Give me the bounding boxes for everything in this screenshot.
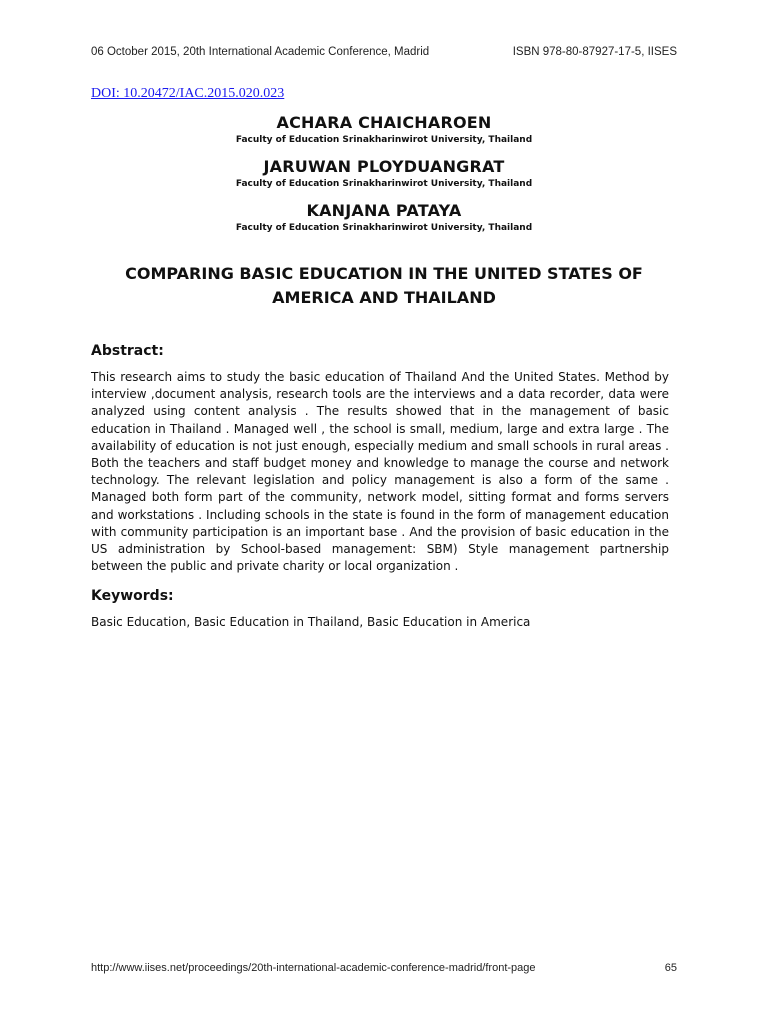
title-line-2: AMERICA AND THAILAND (272, 288, 496, 307)
isbn-info: ISBN 978-80-87927-17-5, IISES (512, 46, 677, 58)
author-name: JARUWAN PLOYDUANGRAT (263, 157, 505, 176)
abstract-heading: Abstract: (91, 343, 164, 359)
title-line-1: COMPARING BASIC EDUCATION IN THE UNITED STATES OF (125, 264, 643, 283)
author-affiliation: Faculty of Education Srinakharinwirot University, Thailand (235, 135, 533, 145)
author-affiliation: Faculty of Education Srinakharinwirot University, Thailand (235, 223, 533, 233)
page-number: 65 (664, 962, 677, 974)
conference-info: 06 October 2015, 20th International Academic Conference, Madrid (91, 46, 430, 58)
author-block (91, 112, 677, 244)
page-footer (91, 962, 677, 974)
keywords-text: Basic Education, Basic Education in Thailand, Basic Education in America (91, 615, 531, 629)
author-affiliation: Faculty of Education Srinakharinwirot University, Thailand (235, 179, 533, 189)
author-name: KANJANA PATAYA (306, 201, 462, 220)
footer-url[interactable]: http://www.iises.net/proceedings/20th-international-academic-conference-madrid/front-page (91, 962, 536, 974)
doi-link[interactable]: DOI: 10.20472/IAC.2015.020.023 (91, 86, 285, 101)
page-header (91, 46, 677, 58)
paper-title (91, 262, 677, 310)
keywords-heading: Keywords: (91, 588, 174, 604)
author-name: ACHARA CHAICHAROEN (276, 113, 492, 132)
abstract-text: This research aims to study the basic education of Thailand And the United States. Method by interview ,document analysis, research tools are the interviews and a data recorder, data were analyzed using content analysis . The results showed that in the management of basic education in Thailand . Managed well , the school is small, medium, large and extra large . The availability of education is not just enough, especially medium and small schools in rural areas . Both the teachers and staff budget money and knowledge to manage the course and network technology. The relevant legislation and policy management is also a form of the same . Managed both form part of the community, network model, sitting format and forms servers and workstations . Including schools in the state is found in the form of management education with community participation is an important base . And the provision of basic education in the US administration by School-based management: SBM) Style management partnership between the public and private charity or local organization . (91, 370, 669, 574)
